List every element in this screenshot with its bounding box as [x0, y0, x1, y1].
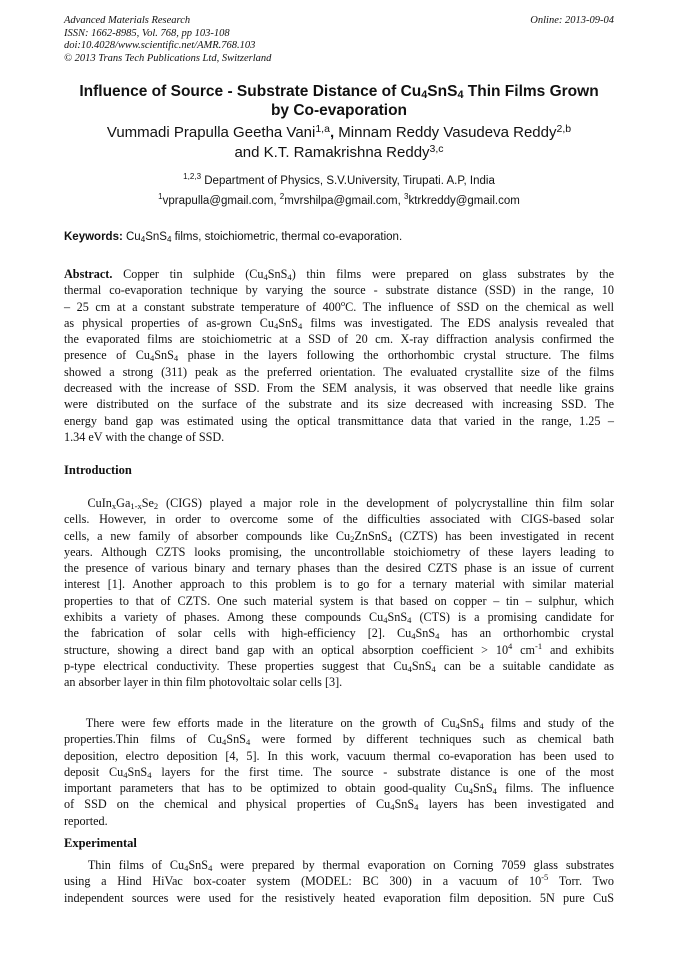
author-3-affil: 3,c [429, 143, 444, 155]
introduction-paragraph-1 [64, 495, 614, 691]
text: important parameters that has to be optimized to obtain good-quality Cu [64, 781, 469, 796]
text: were formed by different techniques such as chemical bath [250, 732, 614, 747]
subscript: 4 [479, 721, 484, 731]
text: Thin films of Cu [87, 858, 185, 872]
subscript: 4 [297, 320, 303, 331]
text: were prepared by thermal evaporation on Corning 7059 glass substrates [212, 858, 614, 872]
subscript: 4 [123, 769, 128, 780]
subscript: 2 [350, 533, 355, 544]
paragraph-line [64, 796, 614, 812]
text: (CIGS) played a major role in the development of polycrystalline thin film solar [158, 496, 615, 510]
paragraph-line [64, 857, 614, 873]
subscript: 4 [390, 802, 395, 813]
section-heading-introduction: Introduction [64, 463, 132, 477]
title-text: SnS [427, 83, 458, 100]
author-3: K.T. Ramakrishna Reddy [263, 144, 430, 161]
subscript: 4 [383, 615, 388, 626]
subscript: 4 [149, 353, 155, 364]
superscript: 4 [508, 640, 513, 651]
abstract-line: decreased with the increase of SSD. From the SEM analysis, it was observed that needle like grains [64, 381, 614, 396]
email-marker: 2 [279, 192, 285, 201]
text: SnS [387, 610, 408, 625]
introduction-paragraph-2 [64, 715, 614, 829]
subscript: 4 [414, 802, 419, 813]
text: films. The influence [496, 781, 614, 796]
text: SnS [415, 626, 436, 641]
subscript: 4 [468, 786, 473, 797]
text: p-type electrical conductivity. These properties suggest that Cu [64, 658, 408, 673]
text: can be a suitable candidate as [435, 658, 615, 673]
text: – 25 cm at a constant substrate temperature of 400 [64, 299, 341, 314]
keywords-label: Keywords: [64, 231, 123, 243]
text: and exhibits [542, 642, 614, 657]
title-text: Thin Films Grown [463, 83, 599, 100]
keywords-subscript: 4 [166, 235, 172, 244]
text: C. The influence of SSD on the chemical as well [345, 299, 614, 314]
subscript: 4 [222, 737, 227, 748]
keywords-text: Cu [122, 231, 141, 243]
email-marker: 3 [403, 192, 409, 201]
subscript: 4 [455, 721, 460, 731]
subscript: 4 [431, 663, 436, 674]
paragraph-line: the presence of various binary and ternary phases than the desired CZTS phase is an issue of current [64, 561, 614, 576]
subscript: 2 [153, 501, 159, 511]
title-text: Influence of Source - Substrate Distance of Cu [79, 83, 422, 100]
text: (CTS) is a promising candidate for [411, 610, 614, 625]
paragraph-line: independent sources were used for the resistively heated evaporation film deposition. 5N pure CuS [64, 890, 614, 905]
paragraph-line: years. Although CZTS looks promising, the uncontrollable stoichiometry of these layers leading to [64, 544, 614, 559]
text: Se [141, 496, 154, 510]
abstract-label: Abstract. [64, 267, 113, 281]
text: as physical properties of as-grown Cu [64, 315, 275, 330]
title-subscript: 4 [421, 89, 428, 101]
superscript: -1 [535, 640, 543, 651]
author-list [40, 123, 638, 163]
author-1: Vummadi Prapulla Geetha Vani [106, 124, 316, 141]
paragraph-line [64, 873, 614, 889]
subscript: 4 [407, 615, 412, 626]
subscript: 4 [208, 863, 213, 873]
email-1: vprapulla@gmail.com, [162, 195, 280, 207]
abstract-line [64, 347, 614, 363]
abstract-line: energy band gap was estimated using the optical transmittance data that varied in the range, 1.25 – [64, 413, 614, 428]
text: SnS [226, 732, 246, 747]
text: deposit Cu [64, 764, 124, 779]
paragraph-line: deposition, electro deposition [4, 5]. In this work, vacuum thermal co-evaporation has been used to [64, 748, 614, 763]
text: ZnSnS [354, 528, 388, 543]
paragraph-line [64, 642, 614, 658]
subscript: 4 [274, 320, 279, 331]
superscript: -5 [541, 872, 549, 883]
paragraph-line [64, 495, 614, 511]
text: of SSD on the chemical and physical properties of Cu [64, 797, 391, 812]
affiliation-marker: 1,2,3 [183, 172, 202, 181]
journal-issn: ISSN: 1662-8985, Vol. 768, pp 103-108 [64, 27, 230, 39]
subscript: 4 [387, 533, 392, 544]
affiliation-text: Department of Physics, S.V.University, Tirupati. A.P, India [201, 175, 495, 187]
abstract-line: were distributed on the surface of the substrate and its size decreased with increasing SSD. The [64, 397, 614, 412]
subscript: 4 [184, 863, 189, 873]
text: There were few efforts made in the literature on the growth of Cu [85, 716, 456, 730]
text: SnS [267, 267, 288, 281]
text: SnS [188, 858, 209, 872]
paragraph-line [64, 658, 614, 674]
text: CuIn [87, 496, 112, 510]
abstract-line [64, 266, 614, 282]
text: structure, showing a direct band gap with an optical absorption coefficient > 10 [64, 642, 509, 657]
text: (CZTS) has been investigated in recent [391, 528, 614, 543]
author-2: Minnam Reddy Vasudeva Reddy [338, 124, 557, 141]
text: SnS [278, 315, 298, 330]
text: the fabrication of solar cells with high-efficiency [2]. Cu [64, 626, 412, 641]
email-3: ktrkreddy@gmail.com [408, 195, 520, 207]
text: SnS [472, 781, 493, 796]
abstract-line: 1.34 eV with the change of SSD. [64, 429, 225, 444]
paragraph-line [64, 609, 614, 625]
text: SnS [394, 797, 415, 812]
journal-name: Advanced Materials Research [64, 15, 191, 26]
text: properties.Thin films of Cu [64, 732, 223, 747]
paragraph-line: an absorber layer in thin film photovoltaic solar cells [3]. [64, 675, 343, 690]
author-emails [40, 192, 638, 207]
subscript: x [111, 501, 117, 511]
keywords-subscript: 4 [140, 235, 146, 244]
superscript: o [340, 297, 346, 308]
journal-doi: doi:10.4028/www.scientific.net/AMR.768.103 [64, 40, 256, 51]
text: using a Hind HiVac box-coater system (MODEL: BC 300) in a vacuum of 10 [64, 874, 542, 889]
text: SnS [154, 348, 174, 363]
abstract-line: thermal co-evaporation technique by varying the source - substrate distance (SSD) in the range, 10 [64, 283, 614, 298]
paragraph-line [64, 764, 614, 780]
abstract-line: the evaporated films are stoichiometric at a SSD of 20 cm. X-ray diffraction analysis confirmed the [64, 332, 614, 347]
section-heading-experimental: Experimental [64, 836, 137, 850]
text: films was investigated. The EDS analysis revealed that [302, 315, 614, 330]
abstract [64, 266, 614, 445]
affiliation [40, 174, 638, 189]
journal-header [64, 15, 271, 65]
title-line-2: by Co-evaporation [270, 102, 408, 119]
author-2-affil: 2,b [556, 123, 572, 135]
abstract-line [64, 299, 614, 315]
paragraph-line [64, 625, 614, 641]
subscript: 4 [173, 353, 179, 364]
paragraph-line [64, 731, 614, 747]
paragraph-line: interest [1]. Another approach to this problem is to go for a ternary material with similar material [64, 577, 614, 592]
subscript: 4 [287, 272, 292, 282]
text: Ga [116, 496, 131, 510]
abstract-line [64, 315, 614, 331]
text: Torr. Two [548, 874, 614, 889]
text: Copper tin sulphide (Cu [112, 267, 264, 281]
text: layers for the first time. The source - substrate distance is one of the most [151, 764, 614, 779]
abstract-line: showed a strong (311) peak as the preferred orientation. The evaluated crystallite size of the films [64, 364, 614, 379]
text: has an orthorhombic crystal [439, 626, 615, 641]
text: exhibits a variety of phases. Among these compounds Cu [64, 610, 384, 625]
paragraph-line: properties to that of CZTS. One such material system is that based on copper – tin – sulphur, which [64, 593, 614, 608]
text: SnS [127, 764, 148, 779]
email-marker: 1 [158, 192, 163, 201]
paragraph-line: reported. [64, 813, 108, 828]
email-2: mvrshilpa@gmail.com, [284, 195, 404, 207]
subscript: 4 [435, 631, 440, 642]
author-connector: and [234, 144, 264, 161]
online-date: Online: 2013-09-04 [530, 15, 614, 26]
text: SnS [459, 716, 480, 730]
text: SnS [411, 658, 432, 673]
paragraph-line [64, 780, 614, 796]
text: cells, a new family of absorber compounds like Cu [64, 528, 351, 543]
subscript: 4 [411, 631, 416, 642]
author-1-affil: 1,a [315, 123, 330, 135]
subscript: 4 [147, 769, 152, 780]
text: cm [512, 642, 536, 657]
subscript: 4 [407, 663, 412, 674]
journal-copyright: © 2013 Trans Tech Publications Ltd, Switzerland [64, 52, 272, 64]
keywords-text: films, stoichiometric, thermal co-evaporation. [171, 231, 403, 243]
paragraph-line [64, 715, 614, 731]
text: films and study of the [483, 716, 614, 730]
subscript: 1-x [130, 501, 142, 511]
text: layers has been investigated and [418, 797, 615, 812]
keywords-text: SnS [145, 231, 167, 243]
text: phase in the layers following the orthorhombic crystal structure. The films [178, 348, 614, 363]
keywords [64, 231, 614, 243]
text: ) thin films were prepared on glass substrates by the [291, 267, 614, 281]
author-separator: , [329, 124, 339, 141]
paragraph-line: cells. However, in order to overcome some of the difficulties associated with CIGS-based solar [64, 512, 614, 527]
paragraph-line [64, 528, 614, 544]
subscript: 4 [245, 737, 251, 748]
title-subscript: 4 [457, 89, 464, 101]
subscript: 4 [492, 786, 497, 797]
paper-title [40, 82, 638, 120]
text: presence of Cu [64, 348, 150, 363]
subscript: 4 [263, 272, 268, 282]
experimental-paragraph [64, 857, 614, 906]
